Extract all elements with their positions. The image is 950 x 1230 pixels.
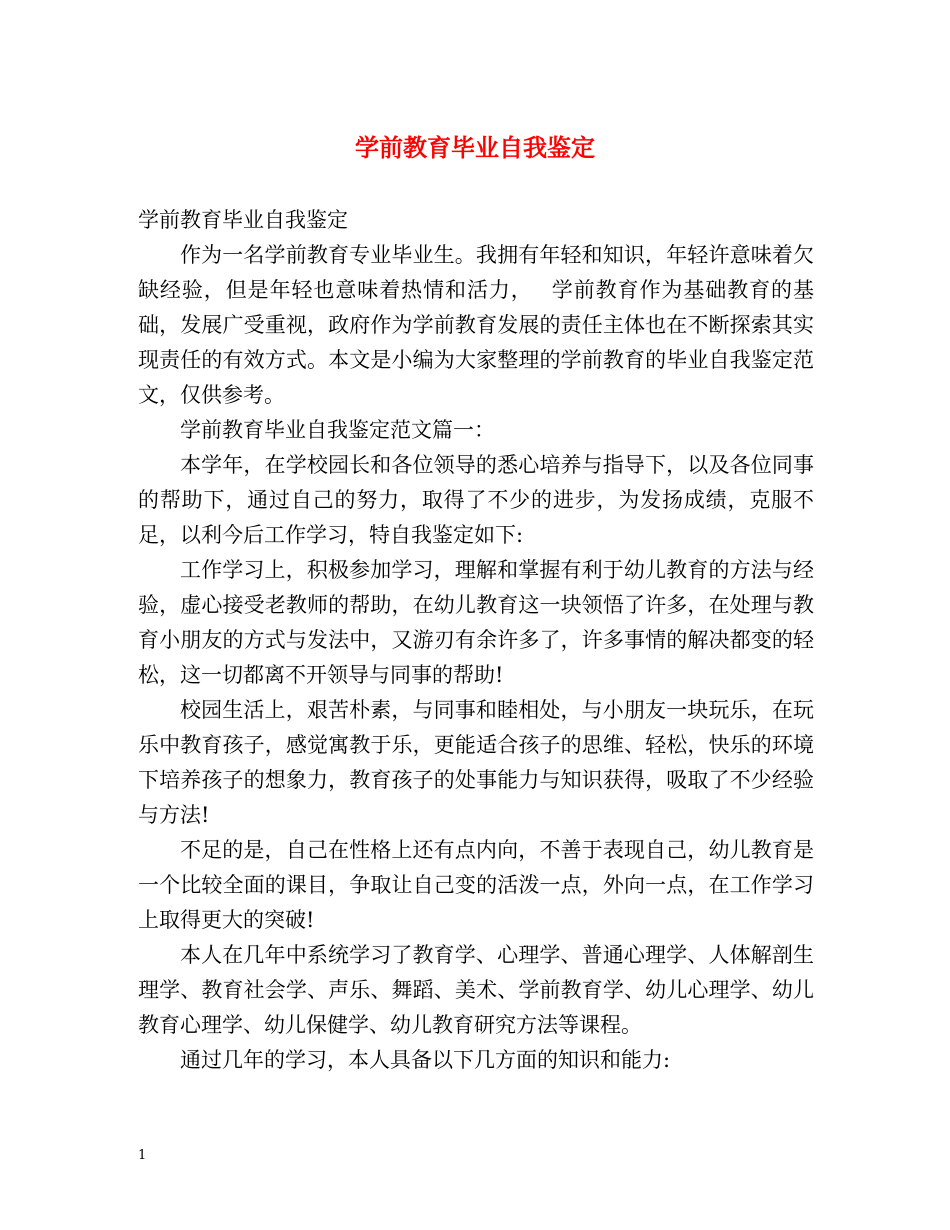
page-number: 1 bbox=[138, 1148, 147, 1163]
paragraph-shortcomings: 不足的是，自己在性格上还有点内向，不善于表现自己，幼儿教育是一个比较全面的课目，争取让自己变的活泼一点，外向一点，在工作学习上取得更大的突破! bbox=[138, 838, 814, 932]
section-heading: 学前教育毕业自我鉴定 bbox=[138, 208, 348, 232]
paragraph-intro: 作为一名学前教育专业毕业生。我拥有年轻和知识，年轻许意味着欠缺经验，但是年轻也意味着热情和活力， 学前教育作为基础教育的基础，发展广受重视，政府作为学前教育发展的责任主体也在不断探索其实现责任的有效方式。本文是小编为大家整理的学前教育的毕业自我鉴定范文，仅供参考。 bbox=[138, 243, 814, 407]
paragraph-courses: 本人在几年中系统学习了教育学、心理学、普通心理学、人体解剖生理学、教育社会学、声乐、舞蹈、美术、学前教育学、幼儿心理学、幼儿教育心理学、幼儿保健学、幼儿教育研究方法等课程。 bbox=[138, 943, 814, 1037]
paragraph-year-summary: 本学年，在学校园长和各位领导的悉心培养与指导下，以及各位同事的帮助下，通过自己的努力，取得了不少的进步，为发扬成绩，克服不足，以利今后工作学习，特自我鉴定如下: bbox=[138, 453, 814, 547]
paragraph-abilities: 通过几年的学习，本人具备以下几方面的知识和能力: bbox=[180, 1048, 671, 1072]
paragraph-work-study: 工作学习上，积极参加学习，理解和掌握有利于幼儿教育的方法与经验，虚心接受老教师的帮助，在幼儿教育这一块领悟了许多，在处理与教育小朋友的方式与发法中，又游刃有余许多了，许多事情的解决都变的轻松，这一切都离不开领导与同事的帮助! bbox=[138, 558, 814, 687]
document-title: 学前教育毕业自我鉴定 bbox=[355, 133, 595, 162]
paragraph-subheading: 学前教育毕业自我鉴定范文篇一： bbox=[180, 418, 495, 442]
paragraph-campus-life: 校园生活上，艰苦朴素，与同事和睦相处，与小朋友一块玩乐，在玩乐中教育孩子，感觉寓教于乐，更能适合孩子的思维、轻松，快乐的环境下培养孩子的想象力，教育孩子的处事能力与知识获得，吸取了不少经验与方法! bbox=[138, 698, 814, 827]
document-body bbox=[138, 203, 814, 1078]
